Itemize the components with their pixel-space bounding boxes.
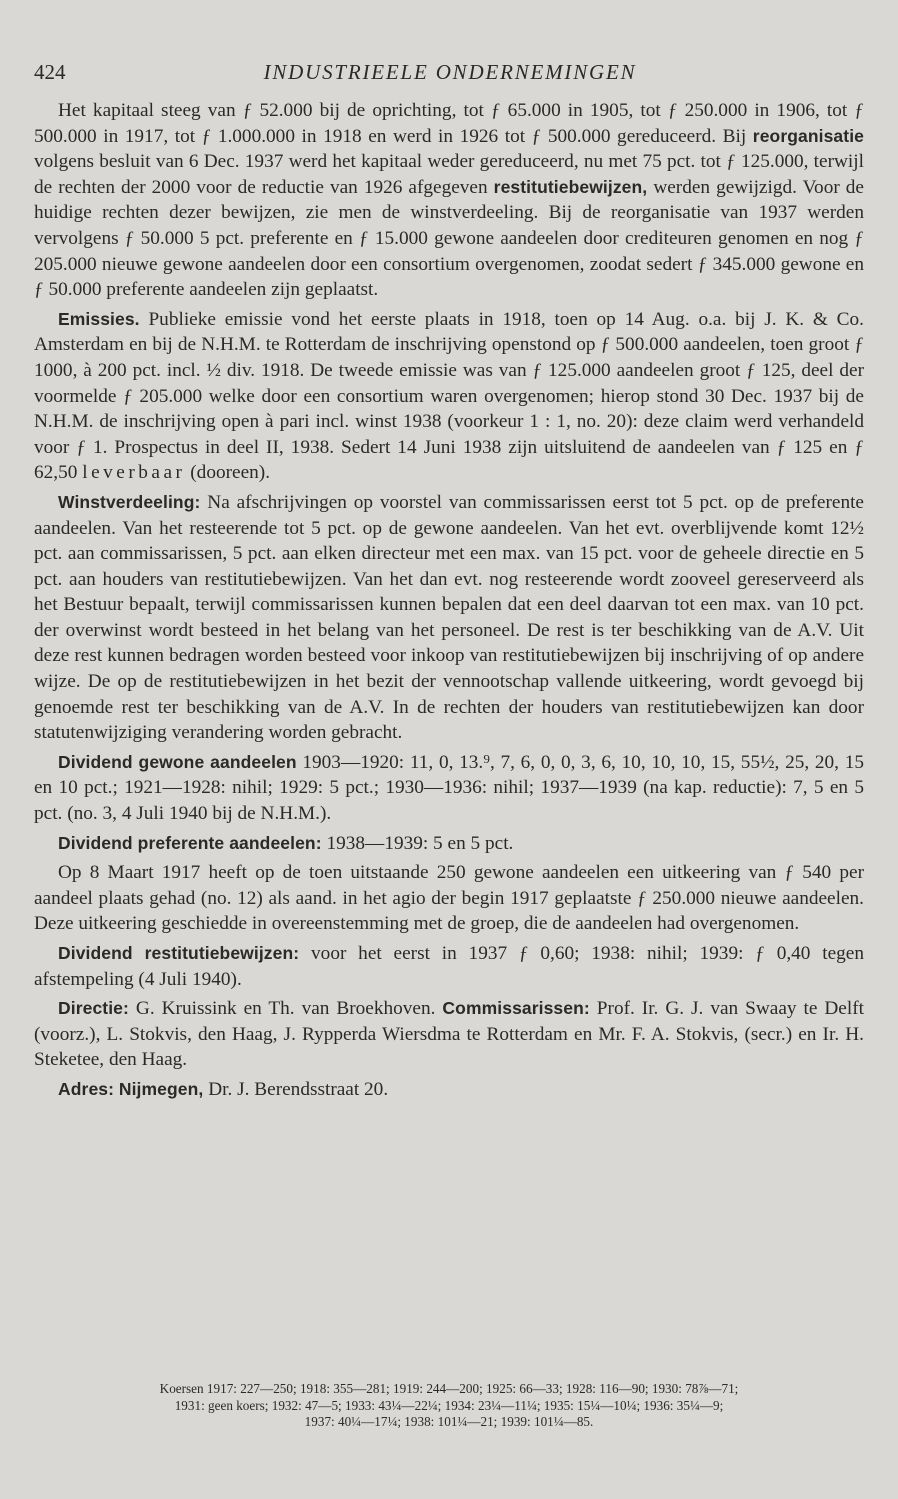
- page-header: [34, 60, 866, 90]
- footnote-line: Koersen 1917: 227—250; 1918: 355—281; 1919: 244—200; 1925: 66—33; 1928: 116—90; 1930: 78⅞—71;: [159, 1381, 739, 1396]
- paragraph-directie: Directie: G. Kruissink en Th. van Broekhoven. Commissarissen: Prof. Ir. G. J. van Swaay te Delft (voorz.), L. Stokvis, den Haag, J. Rypperda Wiersdma te Rotterdam en Mr. F. A. Stokvis, (secr.) en Ir. H. Steketee, den Haag.: [34, 998, 864, 1071]
- paragraph-capital: Het kapitaal steeg van ƒ 52.000 bij de oprichting, tot ƒ 65.000 in 1905, tot ƒ 250.000 in 1906, tot ƒ 500.000 in 1917, tot ƒ 1.000.000 in 1918 en werd in 1926 tot ƒ 500.000 gereduceerd. Bij reorganisatie volgens besluit van 6 Dec. 1937 werd het kapitaal weder gereduceerd, nu met 75 pct. tot ƒ 125.000, terwijl de rechten der 2000 voor de reductie van 1926 afgegeven restitutiebewijzen, werden gewijzigd. Voor de huidige rechten dezer bewijzen, zie men de winstverdeeling. Bij de reorganisatie van 1937 werden vervolgens ƒ 50.000 5 pct. preferente en ƒ 15.000 gewone aandeelen door crediteuren genomen en nog ƒ 205.000 nieuwe gewone aandeelen door een consortium overgenomen, zoodat sedert ƒ 345.000 gewone en ƒ 50.000 preferente aandeelen zijn geplaatst.: [34, 100, 864, 301]
- heading-emissies: Emissies.: [58, 308, 140, 329]
- paragraph-emissies: Emissies. Publieke emissie vond het eerste plaats in 1918, toen op 14 Aug. o.a. bij J. K. & Co. Amsterdam en bij de N.H.M. te Rotterdam de inschrijving openstond op ƒ 500.000 aandeelen, toen groot ƒ 1000, à 200 pct. incl. ½ div. 1918. De tweede emissie was van ƒ 125.000 aandeelen groot ƒ 125, deel der voormelde ƒ 205.000 welke door een consortium waren overgenomen; hierop stond 30 Dec. 1937 bij de N.H.M. de inschrijving open à pari incl. winst 1938 (voorkeur 1 : 1, no. 20): deze claim werd verhandeld voor ƒ 1. Prospectus in deel II, 1938. Sedert 14 Juni 1938 zijn uitsluitend de aandeelen van ƒ 125 en ƒ 62,50 leverbaar (dooreen).: [34, 308, 864, 484]
- heading-directie: Directie:: [58, 998, 129, 1019]
- article-body: [34, 98, 864, 1107]
- term-reorganisatie: reorganisatie: [752, 125, 864, 146]
- footnote-line: 1937: 40¼—17¼; 1938: 101¼—21; 1939: 101¼—85.: [304, 1414, 594, 1429]
- heading-adres: Adres:: [58, 1078, 115, 1099]
- paragraph-dividend-restitutie: Dividend restitutiebewijzen: voor het eerst in 1937 ƒ 0,60; 1938: nihil; 1939: ƒ 0,40 tegen afstempeling (4 Juli 1940).: [34, 943, 864, 990]
- paragraph-winstverdeeling: Winstverdeeling: Na afschrijvingen op voorstel van commissarissen eerst tot 5 pct. op de preferente aandeelen. Van het resteerende tot 5 pct. op de gewone aandeelen. Van het evt. overblijvende komt 12½ pct. aan commissarissen, 5 pct. aan elken directeur met een max. van 15 pct. voor de geheele directie en 5 pct. aan houders van restitutiebewijzen. Van het dan evt. nog resteerende wordt zooveel gereserveerd als het Bestuur bepaalt, terwijl commissarissen kunnen bepalen dat een deel daarvan tot een max. van 10 pct. der overwinst wordt besteed in het belang van het personeel. De rest is ter beschikking van de A.V. Uit deze rest kunnen bedragen worden besteed voor inkoop van restitutiebewijzen bij inschrijving of op andere wijze. De op de restitutiebewijzen in het bezit der vennootschap vallende uitkeering, wordt gevoegd bij genoemde rest ter beschikking van de A.V. In de rechten der houders van restitutiebewijzen kan door statutenwijziging verandering worden gebracht.: [34, 491, 864, 744]
- footnote-line: 1931: geen koers; 1932: 47—5; 1933: 43¼—22¼; 1934: 23¼—11¼; 1935: 15¼—10¼; 1936: 35¼—9;: [174, 1397, 724, 1413]
- paragraph-dividend-gewone: Dividend gewone aandeelen 1903—1920: 11, 0, 13.⁹, 7, 6, 0, 0, 3, 6, 10, 10, 10, 15, 55½, 25, 20, 15 en 10 pct.; 1921—1928: nihil; 1929: 5 pct.; 1930—1936: nihil; 1937—1939 (na kap. reductie): 7, 5 en 5 pct. (no. 3, 4 Juli 1940 bij de N.H.M.).: [34, 751, 864, 825]
- running-title: INDUSTRIEELE ONDERNEMINGEN: [263, 60, 637, 84]
- paragraph-uitkeering: Op 8 Maart 1917 heeft op de toen uitstaande 250 gewone aandeelen een uitkeering van ƒ 540 per aandeel plaats gehad (no. 12) als aand. in het agio der begin 1917 geplaatste ƒ 250.000 nieuwe aandeelen. Deze uitkeering geschiedde in overeenstemming met de groep, die de aandeelen had overgenomen.: [34, 862, 864, 935]
- term-restitutiebewijzen: restitutiebewijzen,: [493, 176, 648, 197]
- city-nijmegen: Nijmegen,: [118, 1078, 204, 1099]
- paragraph-adres: Adres: Nijmegen, Dr. J. Berendsstraat 20.: [58, 1078, 389, 1100]
- heading-winstverdeeling: Winstverdeeling:: [58, 491, 201, 512]
- heading-dividend-restitutie: Dividend restitutiebewijzen:: [58, 943, 300, 963]
- heading-commissarissen: Commissarissen:: [442, 998, 590, 1019]
- heading-dividend-preferente: Dividend preferente aandeelen:: [58, 832, 322, 853]
- page-number: 424: [34, 60, 66, 84]
- price-footnote: [34, 1381, 864, 1431]
- paragraph-dividend-preferente: Dividend preferente aandeelen: 1938—1939: 5 en 5 pct.: [58, 832, 514, 854]
- heading-dividend-gewone: Dividend gewone aandeelen: [58, 751, 297, 772]
- spaced-leverbaar: leverbaar: [82, 462, 186, 484]
